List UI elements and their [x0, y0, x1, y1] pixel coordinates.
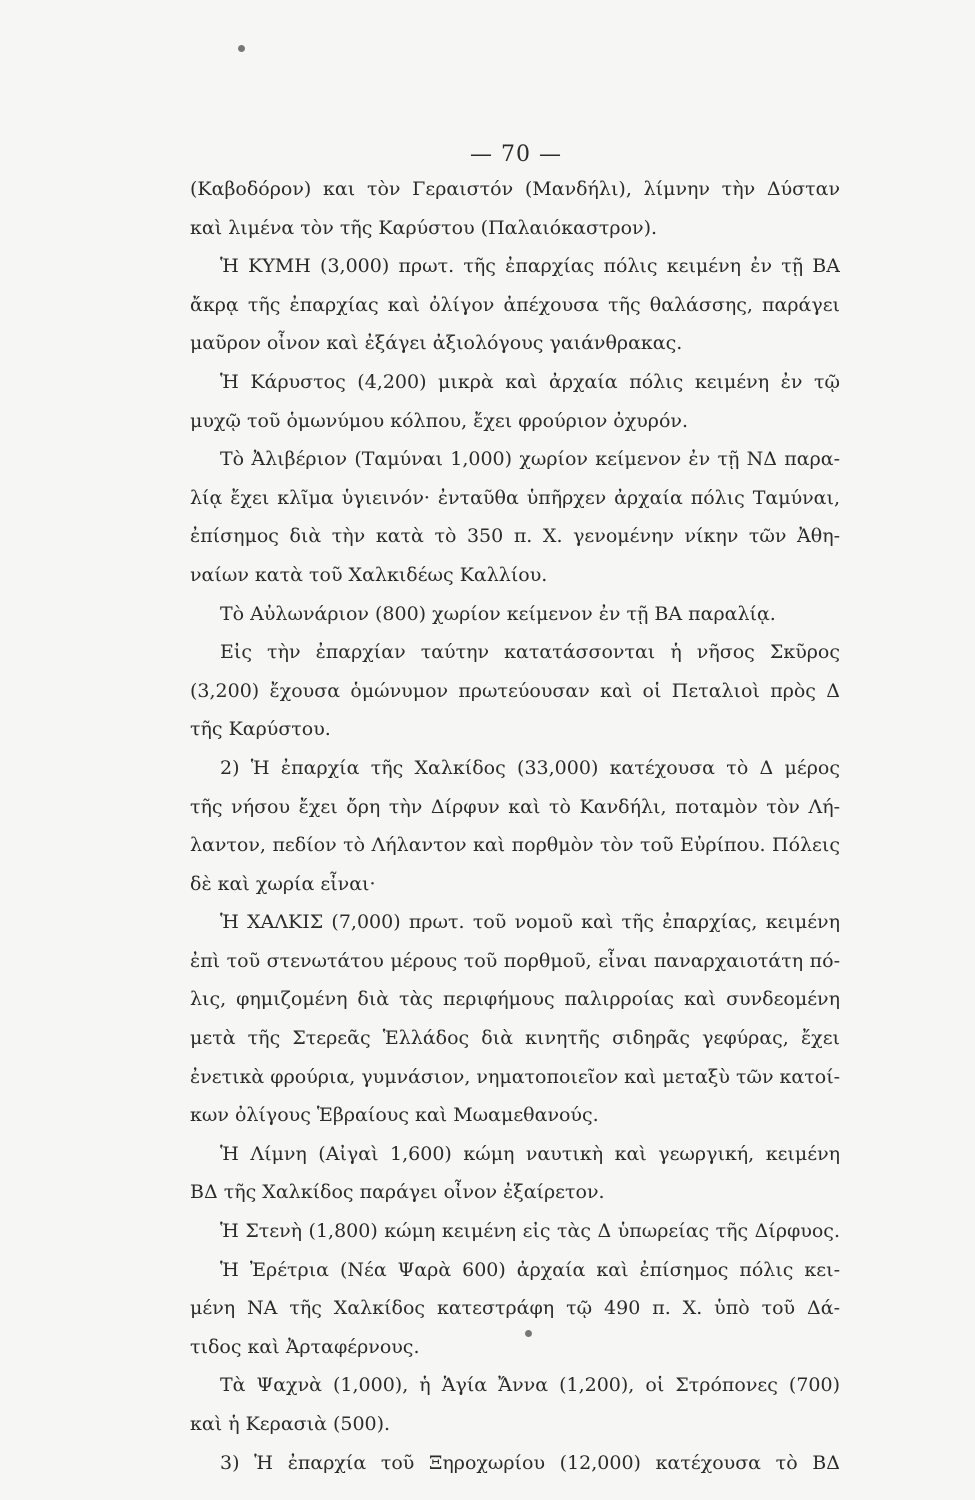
text-line: ἐνετικὰ φρούρια, γυμνάσιον, νηματοποιεῖον καὶ μεταξὺ τῶν κατοί-: [190, 1065, 840, 1088]
ink-speck: [238, 45, 245, 52]
text-line: μετὰ τῆς Στερεᾶς Ἑλλάδος διὰ κινητῆς σιδηρᾶς γεφύρας, ἔχει: [190, 1027, 840, 1050]
text-line: μαῦρον οἶνον καὶ ἐξάγει ἀξιολόγους γαιάνθρακας.: [190, 332, 683, 355]
text-line: ἐπὶ τοῦ στενωτάτου μέρους τοῦ πορθμοῦ, εἶναι παναρχαιοτάτη πό-: [190, 949, 840, 972]
text-line: Τὸ Αὐλωνάριον (800) χωρίον κείμενον ἐν τῇ ΒΑ παραλίᾳ.: [220, 602, 776, 625]
text-line: καὶ λιμένα τὸν τῆς Καρύστου (Παλαιόκαστρον).: [190, 216, 658, 239]
text-line: (3,200) ἔχουσα ὁμώνυμον πρωτεύουσαν καὶ οἱ Πεταλιοὶ πρὸς Δ: [190, 679, 840, 702]
text-line: Τὸ Ἀλιβέριον (Ταμύναι 1,000) χωρίον κείμενον ἐν τῇ ΝΔ παρα-: [220, 448, 840, 471]
text-line: δὲ καὶ χωρία εἶναι·: [190, 872, 376, 895]
text-line: μυχῷ τοῦ ὁμωνύμου κόλπου, ἔχει φρούριον ὀχυρόν.: [190, 409, 689, 432]
text-line: Ἡ ΧΑΛΚΙΣ (7,000) πρωτ. τοῦ νομοῦ καὶ τῆς ἐπαρχίας, κειμένη: [220, 911, 840, 934]
body-text: [190, 170, 840, 1482]
text-line: Ἡ Ἐρέτρια (Νέα Ψαρὰ 600) ἀρχαία καὶ ἐπίσημος πόλις κει-: [220, 1258, 840, 1281]
text-line: τιδος καὶ Ἀρταφέρνους.: [190, 1335, 420, 1358]
text-line: τῆς νήσου ἔχει ὄρη τὴν Δίρφυν καὶ τὸ Κανδήλι, ποταμὸν τὸν Λή-: [190, 795, 840, 818]
text-line: Ἡ Λίμνη (Αἰγαὶ 1,600) κώμη ναυτικὴ καὶ γεωργική, κειμένη: [220, 1142, 840, 1165]
text-line: τῆς Καρύστου.: [190, 718, 331, 741]
text-line: (Καβοδόρον) και τὸν Γεραιστόν (Μανδήλι), λίμνην τὴν Δύσταν: [190, 178, 840, 200]
text-line: 3) Ἡ ἐπαρχία τοῦ Ξηροχωρίου (12,000) κατέχουσα τὸ ΒΔ: [220, 1451, 840, 1474]
text-line: Ἡ Κάρυστος (4,200) μικρὰ καὶ ἀρχαία πόλις κειμένη ἐν τῷ: [220, 370, 840, 393]
text-line: ἐπίσημος διὰ τὴν κατὰ τὸ 350 π. Χ. γενομένην νίκην τῶν Ἀθη-: [190, 525, 840, 548]
text-line: καὶ ἡ Κερασιὰ (500).: [190, 1413, 391, 1435]
text-line: ΒΔ τῆς Χαλκίδος παράγει οἶνον ἐξαίρετον.: [190, 1181, 605, 1204]
ink-speck: [525, 1330, 532, 1337]
text-line: ἄκρᾳ τῆς ἐπαρχίας καὶ ὀλίγον ἀπέχουσα τῆς θαλάσσης, παράγει: [190, 293, 840, 316]
page-number: — 70 —: [470, 142, 562, 167]
text-line: ναίων κατὰ τοῦ Χαλκιδέως Καλλίου.: [190, 563, 548, 586]
text-line: μένη ΝΑ τῆς Χαλκίδος κατεστράφη τῷ 490 π. Χ. ὑπὸ τοῦ Δά-: [190, 1297, 840, 1320]
text-line: λίᾳ ἔχει κλῖμα ὑγιεινόν· ἐνταῦθα ὑπῆρχεν ἀρχαία πόλις Ταμύναι,: [190, 486, 840, 509]
text-line: Τὰ Ψαχνὰ (1,000), ἡ Ἁγία Ἄννα (1,200), οἱ Στρόπονες (700): [220, 1374, 840, 1397]
text-line: 2) Ἡ ἐπαρχία τῆς Χαλκίδος (33,000) κατέχουσα τὸ Δ μέρος: [220, 756, 840, 779]
text-line: λαντον, πεδίον τὸ Λήλαντον καὶ πορθμὸν τὸν τοῦ Εὐρίπου. Πόλεις: [190, 834, 840, 857]
text-line: Ἡ Στενὴ (1,800) κώμη κειμένη εἰς τὰς Δ ὑπωρείας τῆς Δίρφυος.: [220, 1220, 840, 1243]
text-line: λις, φημιζομένη διὰ τὰς περιφήμους παλιρροίας καὶ συνδεομένη: [190, 988, 840, 1011]
text-line: Εἰς τὴν ἐπαρχίαν ταύτην κατατάσσονται ἡ νῆσος Σκῦρος: [220, 641, 840, 664]
text-line: Ἡ ΚΥΜΗ (3,000) πρωτ. τῆς ἐπαρχίας πόλις κειμένη ἐν τῇ ΒΑ: [220, 255, 840, 278]
text-line: κων ὀλίγους Ἑβραίους καὶ Μωαμεθανούς.: [190, 1104, 599, 1127]
